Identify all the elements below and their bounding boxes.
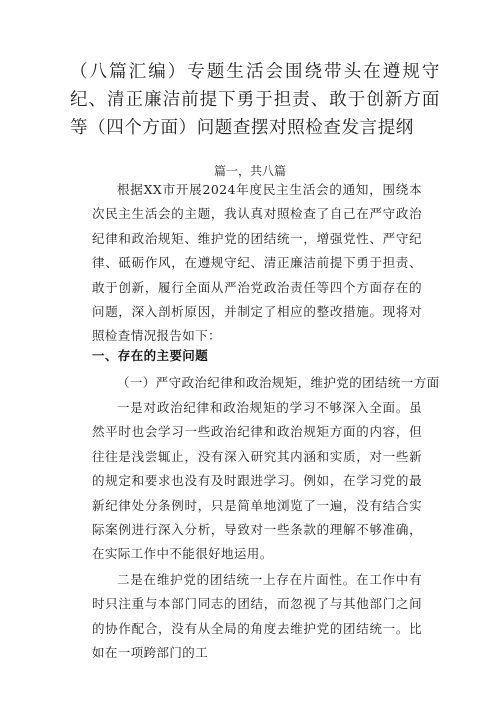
- paragraph-point-two: 二是在维护党的团结统一上存在片面性。在工作中有时只注重与本部门同志的团结，而忽视了与其他部门之间的协作配合，没有从全局的角度去维护党的团结统一。比如在一项跨部门的工: [92, 572, 422, 661]
- document-subtitle: 篇一，共八篇: [213, 164, 286, 178]
- subsection-heading: （一）严守政治纪律和政治规矩，维护党的团结统一方面: [117, 375, 440, 390]
- paragraph-point-one: 一是对政治纪律和政治规矩的学习不够深入全面。虽然平时也会学习一些政治纪律和政治规矩方面的内容，但往往是浅尝辄止，没有深入研究其内涵和实质，对一些新的规定和要求也没有及时跟进学习。例如，在学习党的最新纪律处分条例时，只是简单地浏览了一遍，没有结合实际案例进行深入分析，导致对一些条款的理解不够准确，在实际工作中不能很好地运用。: [92, 400, 422, 562]
- section-heading: 一、存在的主要问题: [92, 348, 209, 363]
- paragraph-intro: 根据XX市开展2024年度民主生活会的通知，围绕本次民主生活会的主题，我认真对照检查了自己在严守政治纪律和政治规矩、维护党的团结统一，增强党性、严守纪律、砥砺作风，在遵规守纪、清正廉洁前提下勇于担责、敢于创新，履行全面从严治党政治责任等四个方面存在的问题，深入剖析原因，并制定了相应的整改措施。现将对照检查情况报告如下：: [92, 182, 422, 344]
- document-title: （八篇汇编）专题生活会围绕带头在遵规守纪、清正廉洁前提下勇于担责、敢于创新方面等（四个方面）问题查摆对照检查发言提纲: [70, 62, 440, 138]
